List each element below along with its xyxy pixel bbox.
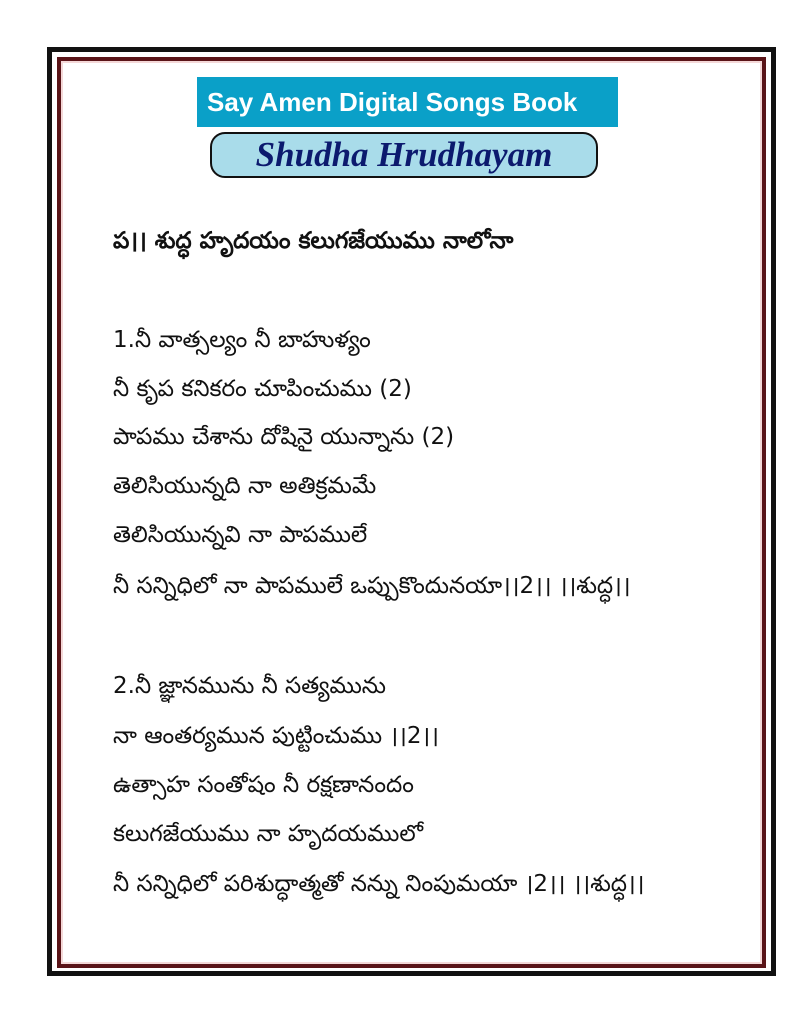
verse-1-line: తెలిసియున్నది నా అతిక్రమమే bbox=[113, 473, 377, 499]
verse-2-line: నా ఆంతర్యమున పుట్టించుము ।।2।। bbox=[113, 723, 439, 749]
verse-1-line: 1.నీ వాత్సల్యం నీ బాహుళ్యం bbox=[113, 327, 371, 353]
verse-1-line: తెలిసియున్నవి నా పాపములే bbox=[113, 522, 368, 548]
verse-1-line: నీ సన్నిధిలో నా పాపములే ఒప్పుకొందునయా।।2।। ।।శుద్ధ।। bbox=[113, 573, 631, 599]
verse-1-line: పాపము చేశాను దోషినై యున్నాను (2) bbox=[113, 424, 455, 450]
book-title-banner: Say Amen Digital Songs Book bbox=[197, 77, 618, 127]
refrain-line: ప।। శుద్ధ హృదయం కలుగజేయుము నాలోనా bbox=[113, 228, 514, 254]
verse-2-line: ఉత్సాహ సంతోషం నీ రక్షణానందం bbox=[113, 772, 414, 798]
verse-2-line: నీ సన్నిధిలో పరిశుద్ధాత్మతో నన్ను నింపుమయా ।2।। ।।శుద్ధ।। bbox=[113, 871, 645, 897]
verse-2-line: 2.నీ జ్ఞానమును నీ సత్యమును bbox=[113, 673, 386, 699]
verse-1-line: నీ కృప కనికరం చూపించుము (2) bbox=[113, 376, 412, 402]
verse-2-line: కలుగజేయుము నా హృదయములో bbox=[113, 821, 424, 847]
song-title: Shudha Hrudhayam bbox=[210, 132, 598, 178]
